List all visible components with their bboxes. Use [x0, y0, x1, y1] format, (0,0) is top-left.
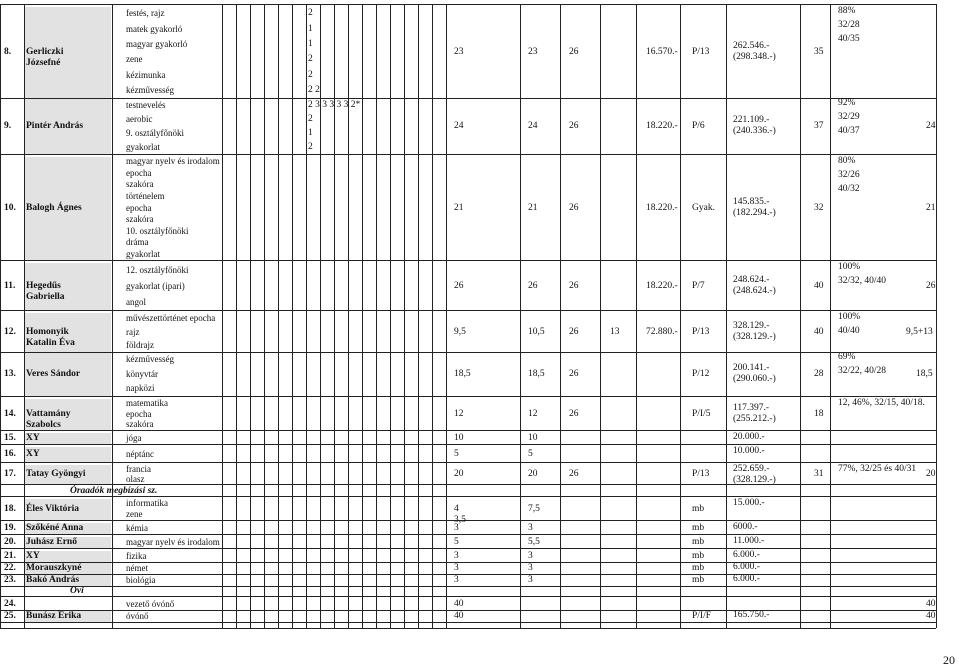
- subject-cell: néptánc: [126, 448, 154, 459]
- col-b: 23: [528, 46, 538, 57]
- col-x: 24: [926, 120, 936, 131]
- ratio-cell: 32/32, 40/40: [838, 276, 887, 286]
- subject-cell: szakóra: [126, 214, 154, 225]
- subject-cell: 9. osztályfőnöki: [126, 127, 184, 138]
- subject-cell: francia: [126, 464, 151, 474]
- salary-cell: 145.835.- (182.294.-): [733, 197, 776, 218]
- row-number: 15.: [4, 432, 16, 443]
- row-number: 19.: [4, 522, 16, 533]
- teacher-name: Pintér András: [26, 120, 84, 131]
- subject-cell: kézművesség: [126, 84, 174, 95]
- salary-cell: 6.000.-: [733, 550, 760, 560]
- row-number: 14.: [4, 408, 16, 419]
- ratio-cell: 40/37: [838, 126, 860, 136]
- col-b: 21: [528, 202, 538, 213]
- subject-cell: történelem: [126, 190, 165, 201]
- h-rule: [0, 520, 936, 521]
- subject-cell: kémia: [126, 522, 148, 533]
- col-b: 3: [528, 550, 533, 561]
- col-c: 26: [569, 368, 579, 379]
- col-c: 26: [569, 280, 579, 291]
- h-rule: [0, 444, 936, 445]
- subject-cell: művészettörténet epocha: [126, 313, 216, 324]
- col-a: 40: [454, 610, 464, 621]
- row-number: 11.: [4, 280, 16, 291]
- col-b: 7,5: [528, 503, 540, 514]
- subject-cell: óvónő: [126, 610, 149, 621]
- subject-cell: gyakorlat (ipari): [126, 280, 185, 291]
- subject-cell: magyar nyelv és irodalom: [126, 156, 220, 167]
- ratio-cell: 32/29: [838, 112, 860, 122]
- col-a: 21: [454, 202, 464, 213]
- col-a: 40: [454, 598, 464, 609]
- col-c: 26: [569, 202, 579, 213]
- col-b: 3: [528, 562, 533, 573]
- col-c: 26: [569, 46, 579, 57]
- col-d: 18.220.-: [646, 280, 678, 291]
- col-a: 20: [454, 468, 464, 479]
- h-rule: [0, 628, 936, 629]
- row-number: 16.: [4, 448, 16, 459]
- col-b: 20: [528, 468, 538, 479]
- h-rule: [0, 462, 936, 463]
- row-number: 18.: [4, 503, 16, 514]
- row-number: 17.: [4, 468, 16, 479]
- col-g: 40: [814, 326, 824, 337]
- hours-cell: 1: [308, 23, 313, 34]
- ratio-cell: 80%: [838, 156, 856, 166]
- teacher-name: Ovi: [70, 586, 84, 596]
- salary-cell: 6000.-: [733, 522, 758, 532]
- col-a2: 3,5: [454, 514, 466, 525]
- col-e: mb: [692, 522, 705, 533]
- salary-cell: 165.750.-: [733, 610, 770, 620]
- col-x: 21: [926, 202, 936, 213]
- col-e: P/12: [692, 368, 710, 379]
- col-b: 3: [528, 522, 533, 533]
- subject-cell: testnevelés: [126, 99, 166, 110]
- salary-cell: 10.000.-: [733, 446, 765, 456]
- ratio-cell: 32/26: [838, 170, 860, 180]
- subject-cell: könyvtár: [126, 368, 158, 379]
- row-number: 13.: [4, 368, 16, 379]
- col-g: 31: [814, 468, 824, 479]
- col-c: 26: [569, 408, 579, 419]
- teacher-name: Tatay Gyöngyi: [26, 468, 86, 479]
- col-e: mb: [692, 536, 705, 547]
- subject-cell: aerobic: [126, 113, 153, 124]
- col-b: 10,5: [528, 326, 545, 337]
- col-x: 18,5: [916, 368, 933, 379]
- hours-cell: 2 3 3 3 3 3 2*: [308, 99, 361, 110]
- subject-cell: szakóra: [126, 179, 154, 190]
- ratio-cell: 69%: [838, 352, 856, 362]
- subject-cell: biológia: [126, 574, 156, 585]
- ratio-cell: 40/35: [838, 34, 860, 44]
- col-x: 40: [926, 610, 936, 621]
- subject-cell: vezető óvónő: [126, 598, 175, 609]
- subject-cell: gyakorlat: [126, 141, 160, 152]
- col-c: 26: [569, 468, 579, 479]
- col-x: 20: [926, 468, 936, 479]
- salary-cell: 252.659.- (328.129.-): [733, 464, 776, 485]
- teacher-name: XY: [26, 432, 40, 443]
- subject-cell: fizika: [126, 550, 147, 561]
- hours-cell: 1: [308, 38, 313, 49]
- subject-cell: kézimunka: [126, 69, 166, 80]
- salary-cell: 6.000.-: [733, 574, 760, 584]
- col-g: 32: [814, 202, 824, 213]
- salary-cell: 262.546.- (298.348.-): [733, 41, 776, 62]
- h-rule: [0, 622, 936, 623]
- col-a: 5: [454, 536, 459, 547]
- col-a: 4: [454, 503, 459, 514]
- subject-cell: dráma: [126, 237, 149, 248]
- hours-cell: 2 2: [308, 84, 320, 95]
- h-rule: [0, 154, 936, 155]
- h-rule: [0, 548, 936, 549]
- col-a: 10: [454, 432, 464, 443]
- ratio-cell: 77%, 32/25 és 40/31: [838, 464, 917, 474]
- col-b: 24: [528, 120, 538, 131]
- col-e: P/13: [692, 468, 710, 479]
- col-a: 3: [454, 522, 459, 533]
- salary-cell: 117.397.- (255.212.-): [733, 403, 776, 424]
- col-b: 3: [528, 574, 533, 585]
- subject-cell: festés, rajz: [126, 8, 165, 19]
- h-rule: [0, 4, 936, 5]
- col-a: 3: [454, 562, 459, 573]
- subject-cell: rajz: [126, 326, 140, 337]
- col-g: 28: [814, 368, 824, 379]
- salary-cell: 15.000.-: [733, 498, 765, 508]
- v-rule: [936, 4, 937, 628]
- col-b: 5,5: [528, 536, 540, 547]
- teacher-name: Bunász Erika: [26, 610, 82, 621]
- subject-cell: 10. osztályfőnöki: [126, 225, 189, 236]
- col-g: 40: [814, 280, 824, 291]
- col-a: 26: [454, 280, 464, 291]
- teacher-name: Hegedűs Gabriella: [26, 280, 65, 302]
- subject-cell: magyar nyelv és irodalom: [126, 536, 220, 547]
- col-a: 3: [454, 550, 459, 561]
- row-number: 24.: [4, 598, 16, 609]
- ratio-cell: 100%: [838, 312, 861, 322]
- col-e: P/7: [692, 280, 705, 291]
- hours-cell: 1: [308, 127, 313, 138]
- teacher-name: Óraadók megbízási sz.: [70, 486, 158, 496]
- col-g: 18: [814, 408, 824, 419]
- subject-cell: olasz: [126, 474, 145, 484]
- col-e: P/I/F: [692, 610, 712, 621]
- row-number: 8.: [4, 46, 12, 57]
- col-e: mb: [692, 503, 705, 514]
- col-b: 10: [528, 432, 538, 443]
- salary-cell: 11.000.-: [733, 536, 765, 546]
- subject-cell: gyakorlat: [126, 248, 160, 259]
- teacher-name: Balogh Ágnes: [26, 202, 82, 213]
- h-rule: [0, 260, 936, 261]
- teacher-name: Veres Sándor: [26, 368, 81, 379]
- col-x: 40: [926, 598, 936, 609]
- col-a: 3: [454, 574, 459, 585]
- subject-cell: napközi: [126, 383, 155, 394]
- col-g: 35: [814, 46, 824, 57]
- col-d: 18.220.-: [646, 120, 678, 131]
- subject-cell: epocha: [126, 202, 152, 213]
- col-e: P/13: [692, 46, 710, 57]
- col-c: 26: [569, 120, 579, 131]
- row-number: 23.: [4, 574, 16, 585]
- salary-cell: 328.129.- (328.129.-): [733, 321, 776, 342]
- row-number: 10.: [4, 202, 16, 213]
- col-a: 5: [454, 448, 459, 459]
- teacher-name: Juhász Ernő: [26, 536, 77, 547]
- teacher-name: XY: [26, 448, 40, 459]
- col-g: 37: [814, 120, 824, 131]
- teacher-name: Vattamány Szabolcs: [26, 408, 71, 430]
- teacher-name: Gerliczki Józsefné: [26, 46, 64, 68]
- ratio-cell: 88%: [838, 6, 856, 16]
- ratio-cell: 92%: [838, 98, 856, 108]
- ratio-cell: 40/40: [838, 326, 860, 336]
- row-number: 9.: [4, 120, 12, 131]
- col-a: 23: [454, 46, 464, 57]
- teacher-name: Szőkéné Anna: [26, 522, 84, 533]
- subject-cell: matek gyakorló: [126, 23, 183, 34]
- row-number: 21.: [4, 550, 16, 561]
- subject-cell: magyar gyakorló: [126, 38, 188, 49]
- row-number: 22.: [4, 562, 16, 573]
- col-b: 12: [528, 408, 538, 419]
- salary-cell: 6.000.-: [733, 562, 760, 572]
- salary-cell: 248.624.- (248.624.-): [733, 275, 776, 296]
- hours-cell: 2: [308, 69, 313, 80]
- subject-cell: zene: [126, 509, 143, 519]
- subject-cell: szakóra: [126, 419, 154, 430]
- col-cc: 13: [610, 326, 620, 337]
- row-number: 25.: [4, 610, 16, 621]
- salary-cell: 221.109.- (240.336.-): [733, 115, 776, 136]
- h-rule: [0, 596, 936, 597]
- col-c: 26: [569, 326, 579, 337]
- ratio-cell: 100%: [838, 262, 861, 272]
- h-rule: [0, 586, 936, 587]
- col-a: 12: [454, 408, 464, 419]
- ratio-cell: 32/22, 40/28: [838, 366, 887, 376]
- salary-cell: 200.141.- (290.060.-): [733, 363, 776, 384]
- teacher-name: XY: [26, 550, 40, 561]
- hours-cell: 2: [308, 8, 313, 19]
- col-d: 72.880.-: [646, 326, 678, 337]
- subject-cell: zene: [126, 54, 143, 65]
- hours-cell: 2: [308, 141, 313, 152]
- col-e: Gyak.: [692, 202, 715, 213]
- hours-cell: 2: [308, 113, 313, 124]
- col-a: 9,5: [454, 326, 466, 337]
- hours-cell: 2: [308, 54, 313, 65]
- teacher-name: Bakó András: [26, 574, 80, 585]
- ratio-cell: 12, 46%, 32/15, 40/18.: [838, 398, 925, 408]
- col-x: 9,5+13: [906, 326, 933, 337]
- page-number: 20: [943, 653, 955, 667]
- teacher-name: Morauszkyné: [26, 562, 82, 573]
- subject-cell: 12. osztályfőnöki: [126, 264, 189, 275]
- col-e: P/6: [692, 120, 705, 131]
- h-rule: [0, 396, 936, 397]
- subject-cell: német: [126, 562, 148, 573]
- subject-cell: epocha: [126, 408, 152, 419]
- col-d: 18.220.-: [646, 202, 678, 213]
- h-rule: [0, 534, 936, 535]
- row-number: 12.: [4, 326, 16, 337]
- subject-cell: matematika: [126, 398, 168, 408]
- col-e: mb: [692, 550, 705, 561]
- subject-cell: epocha: [126, 167, 152, 178]
- col-e: P/13: [692, 326, 710, 337]
- teacher-name: Éles Viktória: [26, 503, 80, 514]
- subject-cell: informatika: [126, 498, 168, 508]
- col-d: 16.570.-: [646, 46, 678, 57]
- ratio-cell: 40/32: [838, 184, 860, 194]
- ratio-cell: 32/28: [838, 20, 860, 30]
- col-e: P/I/5: [692, 408, 711, 419]
- salary-cell: 20.000.-: [733, 432, 765, 442]
- col-b: 26: [528, 280, 538, 291]
- col-a: 18,5: [454, 368, 471, 379]
- subject-cell: kézművesség: [126, 353, 174, 364]
- col-b: 18,5: [528, 368, 545, 379]
- col-e: mb: [692, 562, 705, 573]
- row-number: 20.: [4, 536, 16, 547]
- subject-cell: jóga: [126, 432, 142, 443]
- col-e: mb: [692, 574, 705, 585]
- subject-cell: angol: [126, 296, 146, 307]
- col-a: 24: [454, 120, 464, 131]
- col-x: 26: [926, 280, 936, 291]
- subject-cell: földrajz: [126, 339, 154, 350]
- col-b: 5: [528, 448, 533, 459]
- h-rule: [0, 310, 936, 311]
- teacher-name: Homonyik Katalin Éva: [26, 326, 75, 348]
